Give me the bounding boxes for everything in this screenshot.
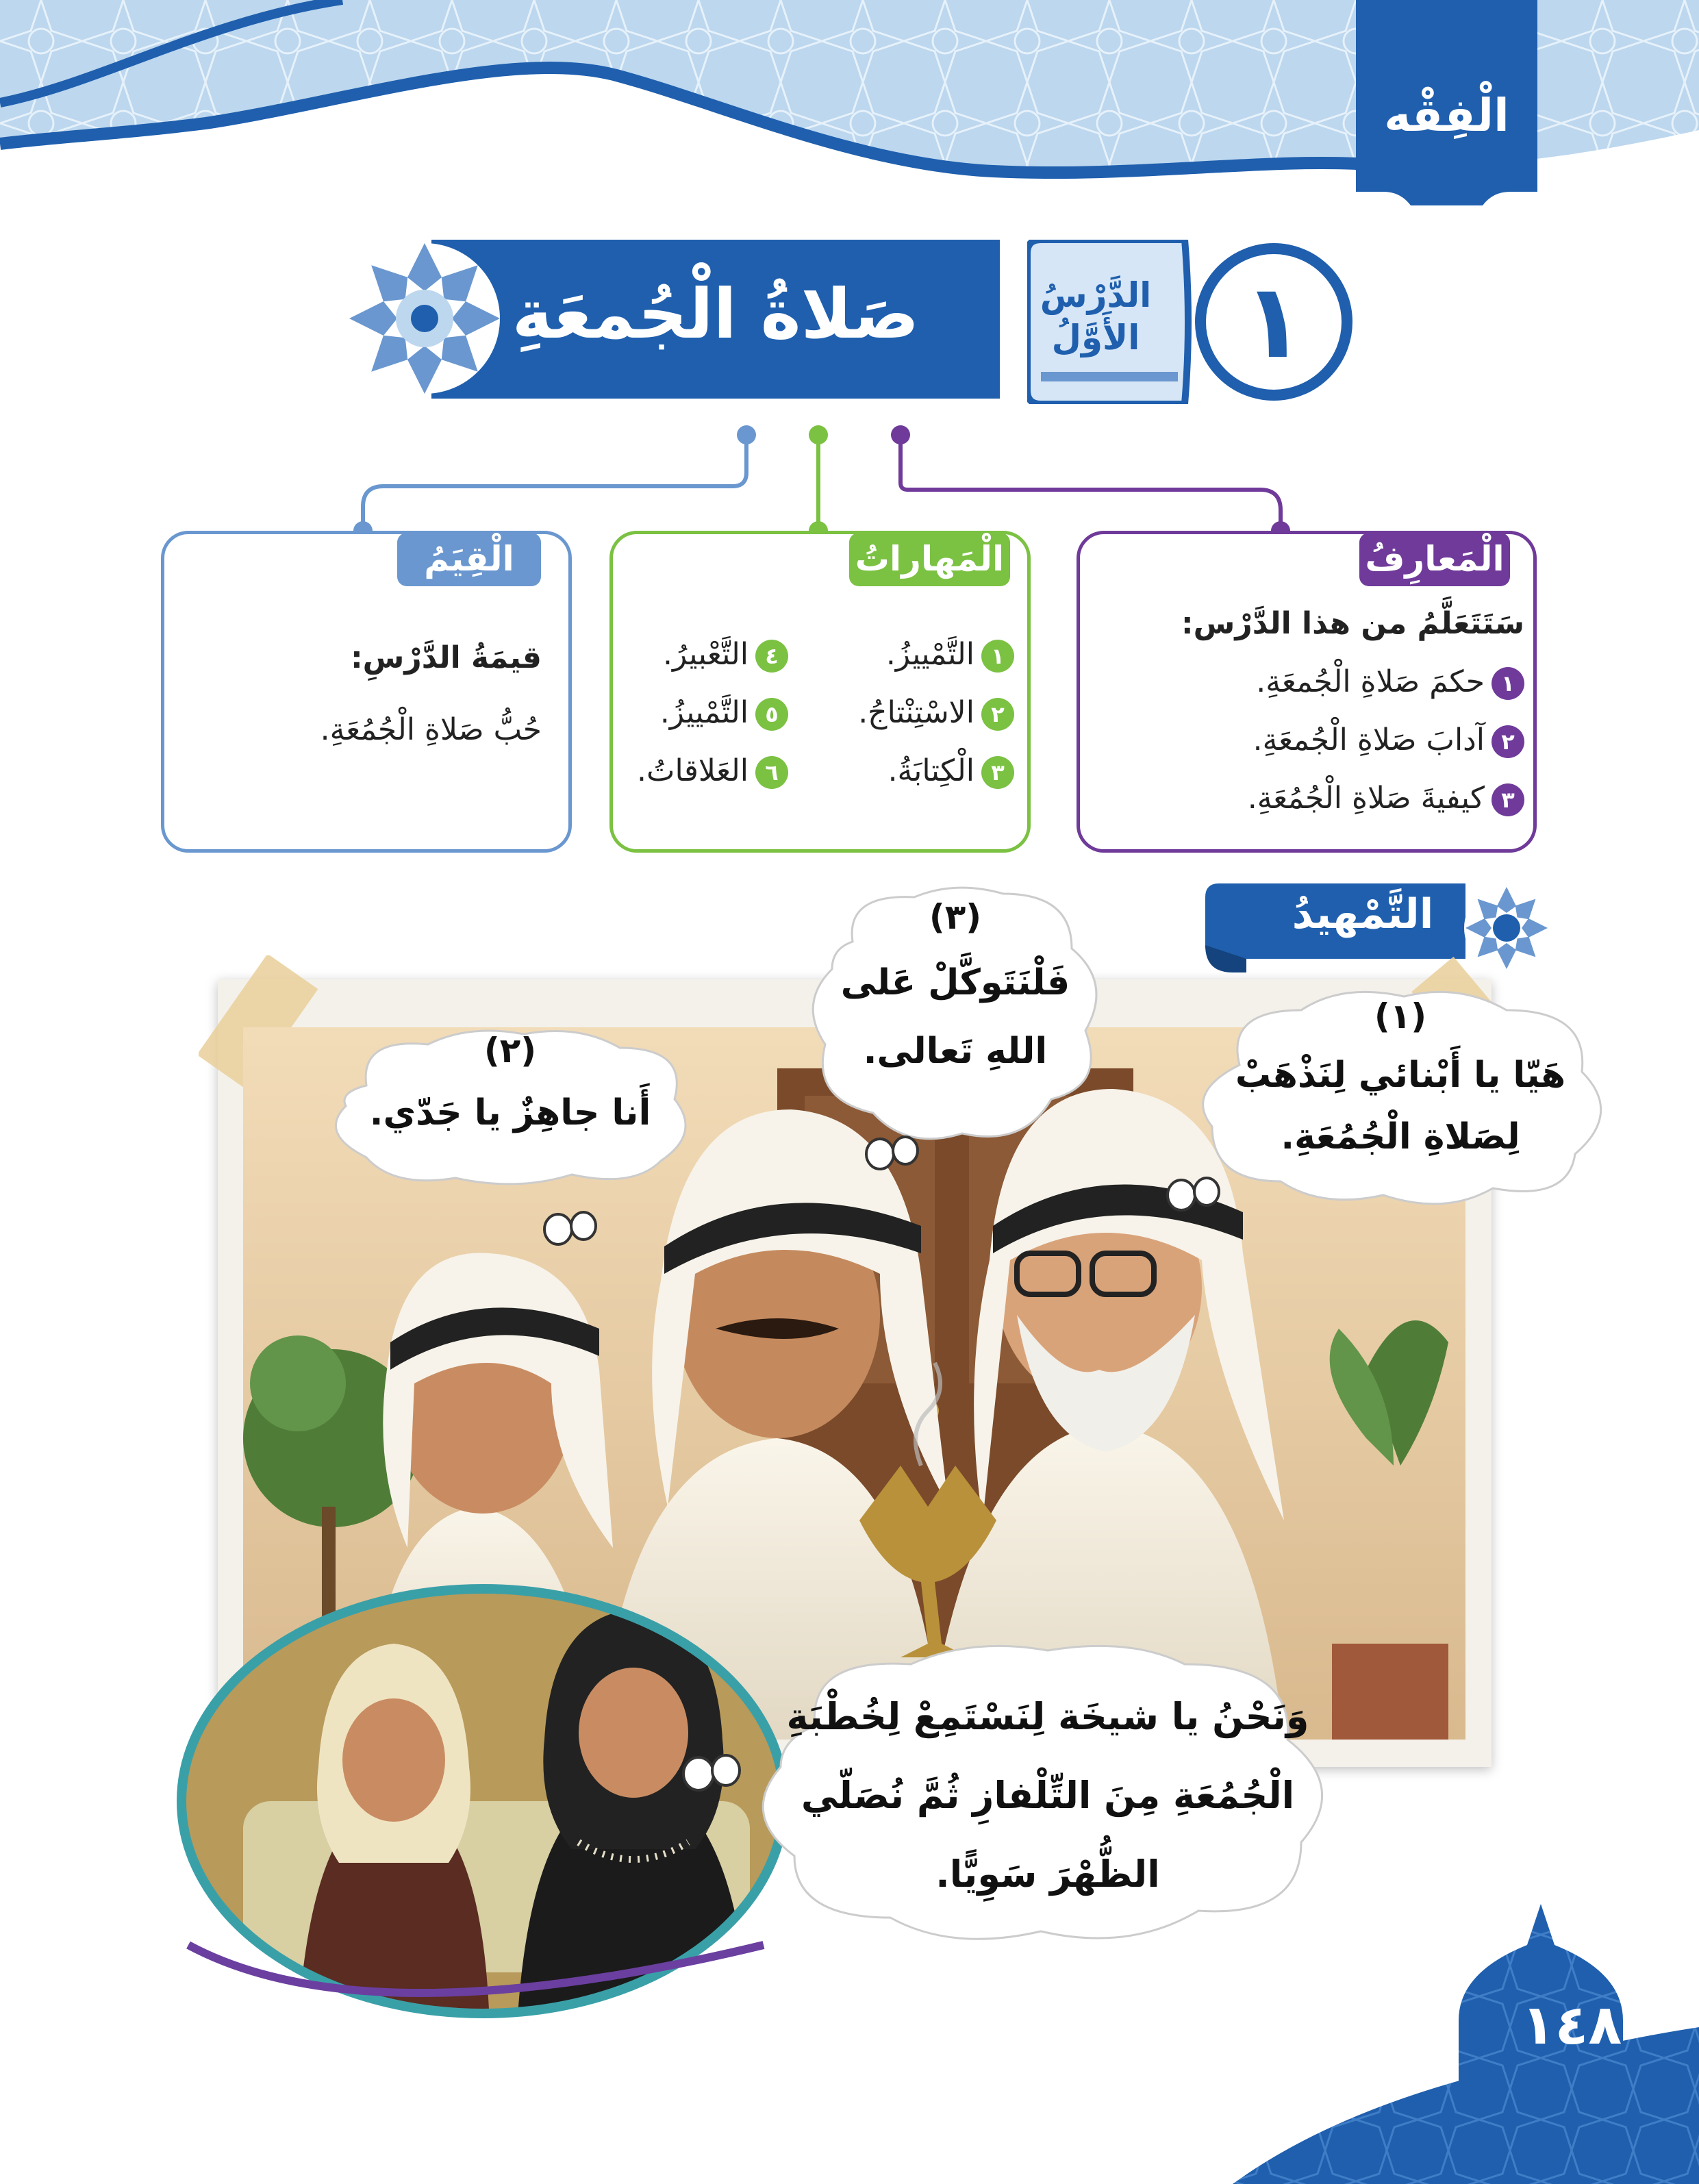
knowledge-badge: الْمَعارِفُ	[1359, 533, 1510, 586]
bubble-text: هَيّا يا أَبْنائي لِنَذْهَبْ	[1235, 1055, 1566, 1096]
number-badge: ٦	[755, 756, 788, 789]
intro-title: التَّمْهيدُ	[1292, 890, 1434, 938]
thought-dots-icon	[1164, 1164, 1226, 1219]
bubble-text: أَنا جاهِزٌ يا جَدّي.	[369, 1092, 651, 1133]
skills-item-text: التَّمْييزُ.	[659, 695, 748, 730]
skills-item-text: التَّعْبيرُ.	[663, 637, 748, 672]
bubble-number: (٣)	[929, 897, 982, 937]
bubble-number: (١)	[1374, 996, 1427, 1036]
skills-item-text: الْكِتابَةُ.	[888, 753, 974, 788]
lesson-number-circle	[1195, 243, 1352, 401]
knowledge-item-text: كيفيةَ صَلاةِ الْجُمُعَةِ.	[1247, 781, 1485, 816]
knowledge-item	[1248, 781, 1524, 816]
skills-item-text: العَلاقاتُ.	[637, 753, 748, 788]
number-badge: ٤	[755, 640, 788, 673]
number-badge: ٣	[981, 756, 1014, 789]
skills-item-text: التَّمْييزُ.	[885, 637, 974, 672]
knowledge-item	[1253, 723, 1524, 758]
bubble-text: لِصَلاةِ الْجُمُعَةِ.	[1281, 1116, 1520, 1157]
skills-item	[858, 695, 1014, 731]
skills-item-text: الاسْتِنْتاجُ.	[858, 695, 974, 730]
skills-item	[637, 753, 788, 789]
bubble-text: اللهِ تَعالى.	[863, 1031, 1048, 1072]
bubble-number: (٢)	[483, 1031, 537, 1070]
number-badge: ١	[981, 640, 1014, 673]
thought-dots-icon	[541, 1198, 603, 1253]
number-badge: ٢	[1492, 725, 1524, 758]
lesson-label-line2: الأَوَّلُ	[1051, 318, 1140, 357]
skills-item	[888, 753, 1014, 789]
thought-dots-icon	[863, 1123, 924, 1178]
knowledge-intro: سَتَتَعَلَّمُ من هذا الدَّرْس:	[1181, 606, 1524, 641]
thought-dots-icon	[678, 1740, 746, 1801]
values-intro: قيمَةُ الدَّرْسِ:	[351, 640, 542, 675]
page-number: ١٤٨	[1521, 1993, 1622, 2057]
lesson-label-line1: الدَّرْسُ	[1040, 275, 1152, 315]
number-badge: ٢	[981, 698, 1014, 731]
bubble-text: الْجُمُعَةِ مِنَ التِّلْفازِ ثُمَّ نُصَلّي	[801, 1774, 1295, 1817]
rosette-ornament-icon	[342, 236, 507, 401]
lesson-title: صَلاةُ الْجُمعَةِ	[512, 274, 920, 354]
knowledge-item-text: آدابَ صَلاةِ الْجُمعَةِ.	[1253, 723, 1485, 757]
skills-item	[663, 637, 788, 673]
values-text: حُبُّ صَلاةِ الْجُمُعَةِ.	[320, 712, 542, 747]
skills-item	[886, 637, 1014, 673]
knowledge-item	[1256, 664, 1524, 700]
bubble-text: الظُّهْرَ سَوِيًّا.	[935, 1853, 1160, 1896]
lesson-number: ١	[1242, 262, 1305, 381]
bubble-text: فَلْنَتَوكَّلْ عَلى	[840, 962, 1070, 1003]
lesson-label	[1027, 274, 1164, 359]
number-badge: ٥	[755, 698, 788, 731]
number-badge: ١	[1492, 667, 1524, 700]
skills-badge: الْمَهاراتُ	[849, 533, 1010, 586]
skills-item	[660, 695, 788, 731]
values-badge: الْقِيَمُ	[397, 533, 541, 586]
subject-title: الْفِقْه	[1384, 89, 1509, 142]
number-badge: ٣	[1492, 783, 1524, 816]
knowledge-item-text: حكمَ صَلاةِ الْجُمعَةِ.	[1256, 664, 1485, 699]
bubble-text: وَنَحْنُ يا شيخَة لِنَسْتَمِعْ لِخُطْبَةِ	[786, 1695, 1309, 1738]
